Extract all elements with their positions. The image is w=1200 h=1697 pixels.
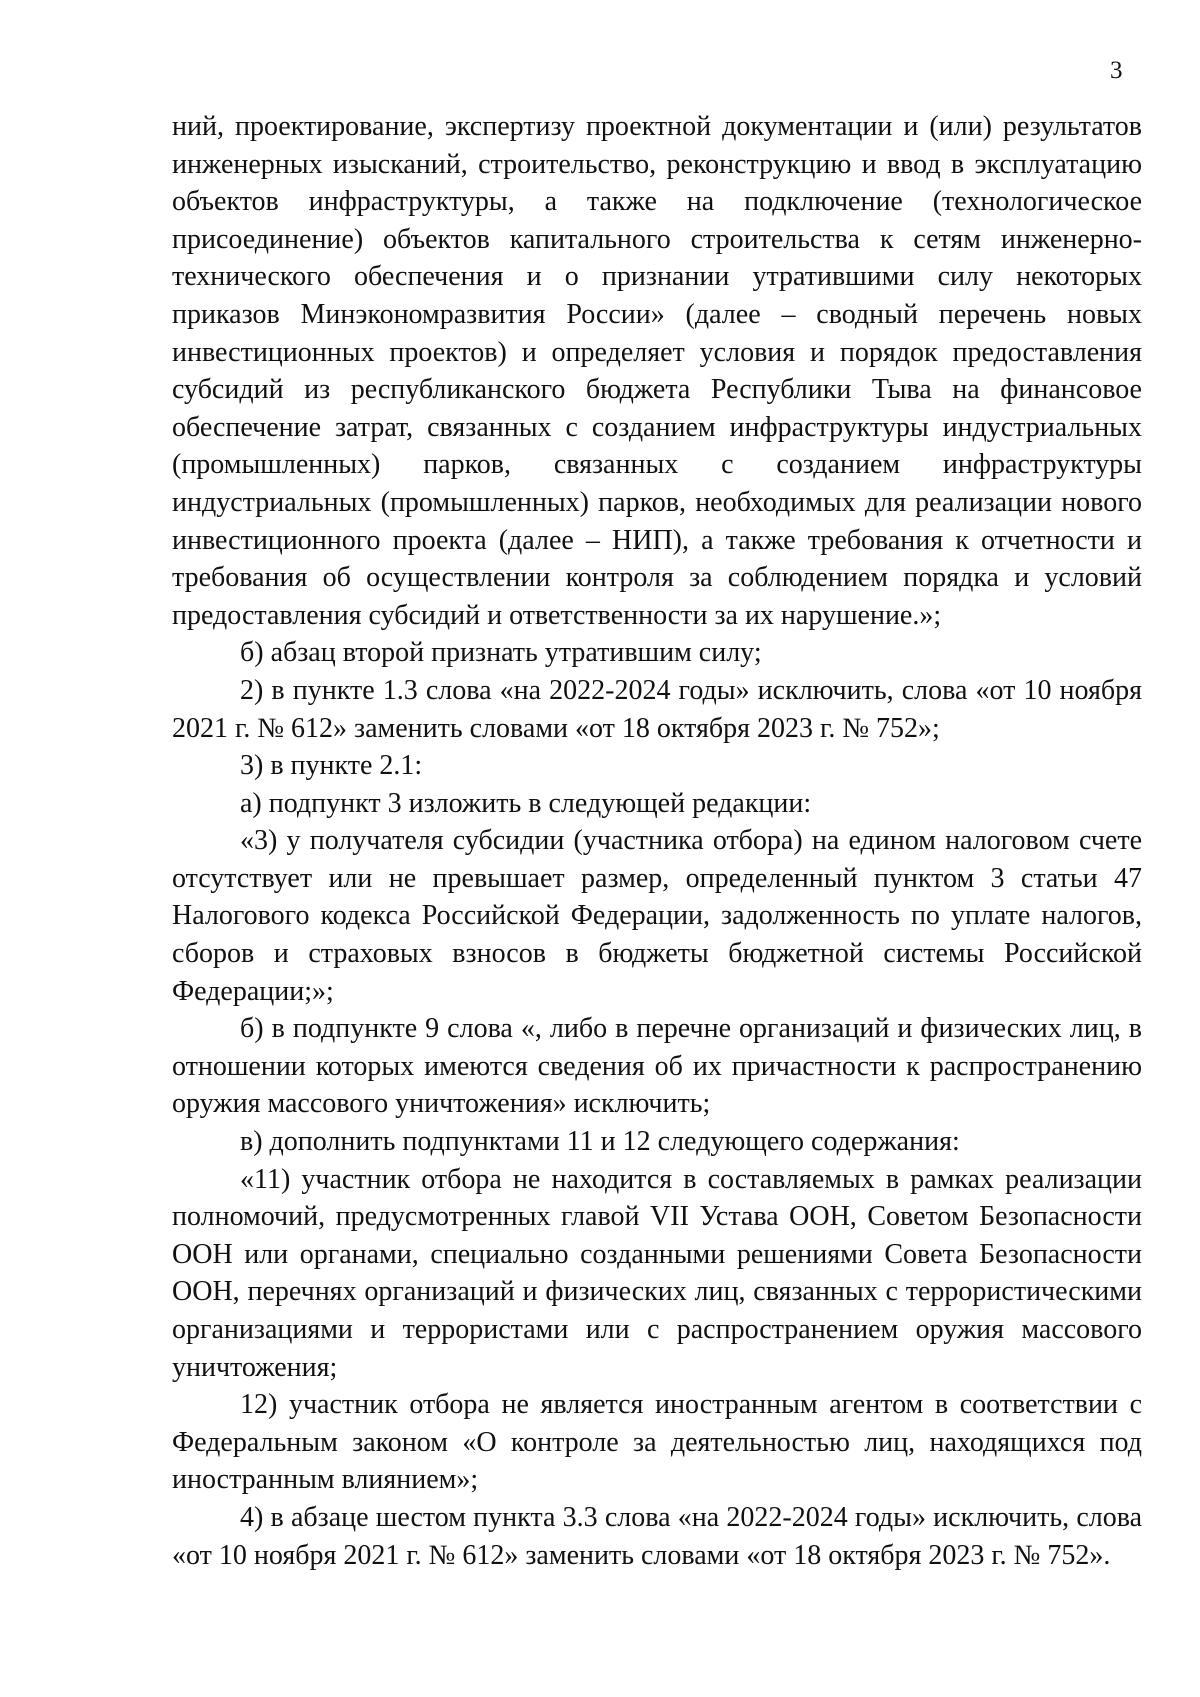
paragraph-subitem-b: б) в подпункте 9 слова «, либо в перечне организаций и физических лиц, в отношении которых имеются сведения об их причастности к распространению оружия массового уничтожения» исключить; xyxy=(172,1013,1142,1120)
paragraph-item-3: 3) в пункте 2.1: xyxy=(240,750,423,782)
paragraph-quote-11: «11) участник отбора не находится в составляемых в рамках реализации полномочий, предусмотренных главой VII Устава ООН, Советом Безопасности ООН или органами, специально созданными решениями Совета Безопасности ООН, перечнях организаций и физических лиц, связанных с террористическими организациями и террористами или с распространением оружия массового уничтожения; xyxy=(172,1163,1142,1383)
paragraph-quote-12: 12) участник отбора не является иностранным агентом в соответствии с Федеральным законом «О контроле за деятельностью лиц, находящихся под иностранным влиянием»; xyxy=(172,1389,1142,1496)
paragraph-continuation: ний, проектирование, экспертизу проектной документации и (или) результатов инженерных изысканий, строительство, реконструкцию и ввод в эксплуатацию объектов инфраструктуры, а также на подключение (технологическое присоединение) объектов капитального строительства к сетям инженерно-технического обеспечения и о признании утратившими силу некоторых приказов Минэкономразвития России» (далее – сводный перечень новых инвестиционных проектов) и определяет условия и порядок предоставления субсидий из республиканского бюджета Республики Тыва на финансовое обеспечение затрат, связанных с созданием инфраструктуры индустриальных (промышленных) парков, связанных с созданием инфраструктуры индустриальных (промышленных) парков, необходимых для реализации нового инвестиционного проекта (далее – НИП), а также требования к отчетности и требования об осуществлении контроля за соблюдением порядка и условий предоставления субсидий и ответственности за их нарушение.»; xyxy=(172,111,1142,631)
paragraph-item-b: б) абзац второй признать утратившим силу; xyxy=(240,637,762,669)
paragraph-quote-3: «3) у получателя субсидии (участника отбора) на едином налоговом счете отсутствует или не превышает размер, определенный пунктом 3 статьи 47 Налогового кодекса Российской Федерации, задолженность по уплате налогов, сборов и страховых взносов в бюджеты бюджетной системы Российской Федерации;»; xyxy=(172,825,1142,1007)
paragraph-item-4: 4) в абзаце шестом пункта 3.3 слова «на 2022-2024 годы» исключить, слова «от 10 ноября 2021 г. № 612» заменить словами «от 18 октября 2023 г. № 752». xyxy=(172,1501,1142,1571)
paragraph-subitem-v: в) дополнить подпунктами 11 и 12 следующего содержания: xyxy=(240,1126,960,1158)
document-body xyxy=(172,108,1142,1574)
paragraph-item-2: 2) в пункте 1.3 слова «на 2022-2024 годы» исключить, слова «от 10 ноября 2021 г. № 612» заменить словами «от 18 октября 2023 г. № 752»; xyxy=(172,674,1142,744)
paragraph-subitem-a: а) подпункт 3 изложить в следующей редакции: xyxy=(240,787,812,819)
page-number: 3 xyxy=(1110,57,1123,84)
